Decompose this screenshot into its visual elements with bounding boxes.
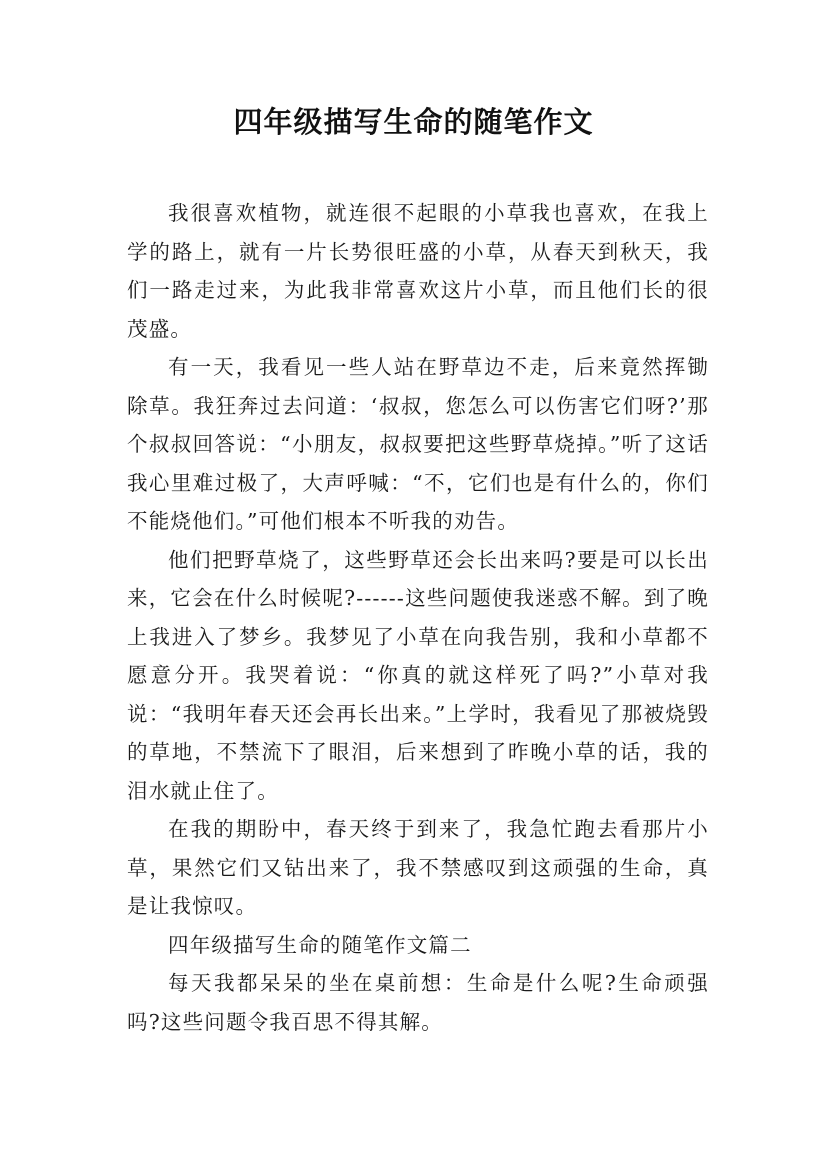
paragraph-4: 在我的期盼中，春天终于到来了，我急忙跑去看那片小草，果然它们又钻出来了，我不禁感叹到这顽强的生命，真是让我惊叹。 bbox=[127, 817, 709, 918]
paragraph-1: 我很喜欢植物，就连很不起眼的小草我也喜欢，在我上学的路上，就有一片长势很旺盛的小草，从春天到秋天，我们一路走过来，为此我非常喜欢这片小草，而且他们长的很茂盛。 bbox=[127, 201, 709, 341]
paragraph-2: 有一天，我看见一些人站在野草边不走，后来竟然挥锄除草。我狂奔过去问道：‘叔叔，您怎么可以伤害它们呀?’那个叔叔回答说：“小朋友，叔叔要把这些野草烧掉。”听了这话我心里难过极了，大声呼喊：“不，它们也是有什么的，你们不能烧他们。”可他们根本不听我的劝告。 bbox=[127, 355, 709, 533]
section-paragraph: 每天我都呆呆的坐在桌前想：生命是什么呢?生命顽强吗?这些问题令我百思不得其解。 bbox=[127, 971, 709, 1034]
document-body bbox=[127, 194, 709, 1041]
paragraph-3: 他们把野草烧了，这些野草还会长出来吗?要是可以长出来，它会在什么时候呢?------这些问题使我迷惑不解。到了晚上我进入了梦乡。我梦见了小草在向我告别，我和小草都不愿意分开。我哭着说：“你真的就这样死了吗?”小草对我说：“我明年春天还会再长出来。”上学时，我看见了那被烧毁的草地，不禁流下了眼泪，后来想到了昨晚小草的话，我的泪水就止住了。 bbox=[127, 547, 709, 803]
document-title: 四年级描写生命的随笔作文 bbox=[233, 105, 594, 139]
section-heading: 四年级描写生命的随笔作文篇二 bbox=[168, 932, 472, 957]
